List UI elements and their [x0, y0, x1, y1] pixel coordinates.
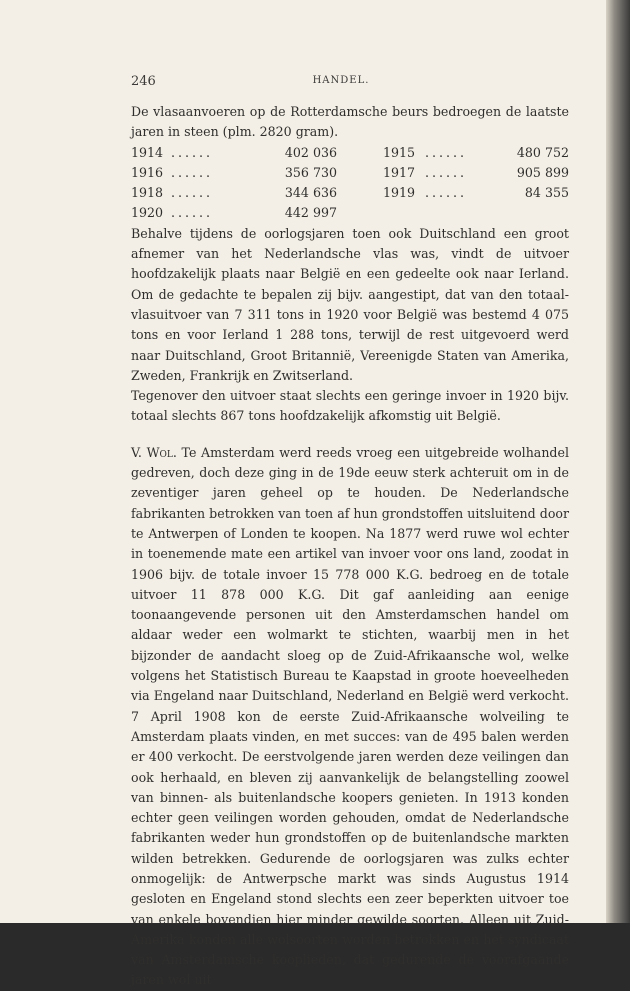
flax-export-paragraph: Behalve tijdens de oorlogsjaren toen ook Duitschland een groot afnemer van het Nederlandsche vlas was, vindt de uitvoer hoofdzakelijk plaats naar België en een gedeelte ook naar Ierland. Om de gedachte te bepalen zij bijv. aangestipt, dat van den totaal-vlasuitvoer van 7 311 tons in 1920 voor België was bestemd 4 075 tons en voor Ierland 1 288 tons, terwijl de rest uitgevoerd werd naar Duitschland, Groot Britannië, Vereenigde Staten van Amerika, Zweden, Frankrijk en Zwitserland. [131, 225, 569, 383]
year-cell: 1918 [131, 185, 164, 201]
dot-leader: ...... [171, 185, 214, 201]
value-cell: 402 036 [284, 144, 337, 160]
wool-section [131, 443, 569, 991]
intro-paragraph: De vlasaanvoeren op de Rotterdamsche beurs bedroegen de laatste jaren in steen (plm. 2820 gram). [131, 104, 569, 140]
dot-leader: ...... [425, 185, 468, 201]
value-cell: 442 997 [284, 205, 337, 221]
section-number: V. [131, 444, 142, 460]
table-row [131, 143, 569, 163]
table-row [131, 203, 569, 223]
year-cell: 1917 [383, 164, 416, 180]
value-cell: 905 899 [516, 164, 569, 180]
year-cell: 1919 [383, 185, 416, 201]
table-row [131, 163, 569, 183]
dot-leader: ...... [425, 164, 468, 180]
year-cell: 1915 [383, 144, 416, 160]
section-title: Wol. [146, 444, 177, 460]
year-cell: 1914 [131, 144, 164, 160]
page-edge-shadow [606, 0, 630, 923]
year-cell: 1916 [131, 164, 164, 180]
flax-supply-table [131, 143, 569, 224]
table-row [131, 183, 569, 203]
value-cell: 344 636 [284, 185, 337, 201]
year-cell: 1920 [131, 205, 164, 221]
page-number: 246 [131, 74, 156, 89]
value-cell: 84 355 [524, 185, 569, 201]
dot-leader: ...... [171, 144, 214, 160]
value-cell: 356 730 [284, 164, 337, 180]
dot-leader: ...... [171, 164, 214, 180]
running-title: HANDEL. [312, 75, 370, 86]
value-cell: 480 752 [516, 144, 569, 160]
dot-leader: ...... [425, 144, 468, 160]
page-body [131, 102, 569, 991]
section-body: Te Amsterdam werd reeds vroeg een uitgebreide wolhandel gedreven, doch deze ging in de 19de eeuw sterk achteruit om in de zeventiger jaren geheel op te houden. De Nederlandsche fabrikanten betrokken van toen af hun grondstoffen uitsluitend door te Antwerpen of Londen te koopen. Na 1877 werd ruwe wol echter in toenemende mate een artikel van invoer voor ons land, zoodat in 1906 bijv. de totale invoer 15 778 000 K.G. bedroeg en de totale uitvoer 11 878 000 K.G. Dit gaf aanleiding aan eenige toonaangevende personen uit den Amsterdamschen handel om aldaar weder een wolmarkt te stichten, waarbij men in het bijzonder de aandacht sloeg op de Zuid-Afrikaansche wol, welke volgens het Statistisch Bureau te Kaapstad in groote hoeveelheden via Engeland naar Duitschland, Nederland en België werd verkocht. 7 April 1908 kon de eerste Zuid-Afrikaansche wolveiling te Amsterdam plaats vinden, en met succes: van de 495 balen werden er 400 verkocht. De eerstvolgende jaren werden deze veilingen dan ook herhaald, en bleven zij aanvankelijk de belangstelling zoowel van binnen- als buitenlandsche koopers genieten. In 1913 konden echter geen veilingen worden gehouden, omdat de Nederlandsche fabrikanten weder hun grondstoffen op de buitenlandsche markten wilden betrekken. Gedurende de oorlogsjaren was zulks echter onmogelijk: de Antwerpsche markt was sinds Augustus 1914 gesloten en Engeland stond slechts een zeer beperkten uitvoer toe van enkele bovendien hier minder gewilde soorten. Alleen uit Zuid-Amerika konden alle wolsoorten worden betrokken en het syndicaat van Amsterdamsche kooplieden, dat gedurende de voorafgaande jaren wol uit [131, 444, 569, 988]
flax-import-paragraph: Tegenover den uitvoer staat slechts een geringe invoer in 1920 bijv. totaal slechts 867 tons hoofdzakelijk afkomstig uit België. [131, 388, 569, 424]
section-gap [131, 427, 569, 443]
dot-leader: ...... [171, 205, 214, 221]
